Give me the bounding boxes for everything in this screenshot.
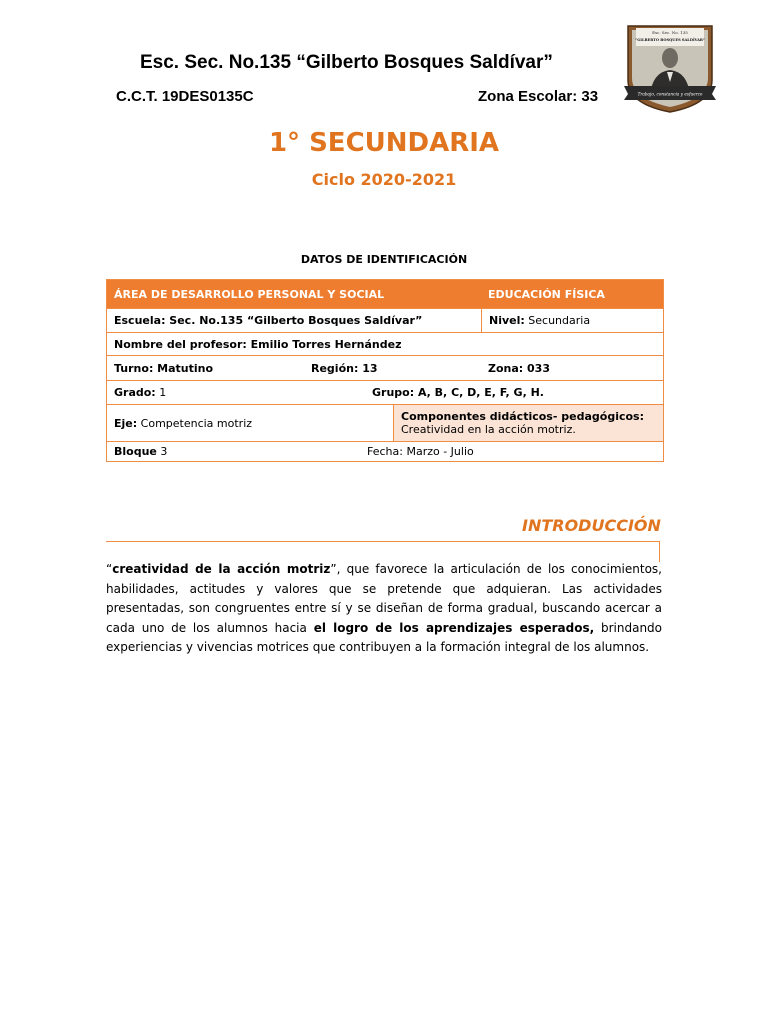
datos-heading: DATOS DE IDENTIFICACIÓN [300, 253, 468, 266]
componentes-value: Creatividad en la acción motriz. [401, 423, 576, 436]
identification-table [106, 279, 664, 462]
bloque-cell [107, 442, 357, 461]
eje-value: Competencia motriz [137, 416, 253, 430]
logo-name-text: “GILBERTO BOSQUES SALDÍVAR” [635, 38, 705, 42]
profesor-cell: Nombre del profesor: Emilio Torres Hernández [114, 337, 402, 351]
subject-label: EDUCACIÓN FÍSICA [481, 280, 663, 308]
eje-cell [107, 405, 393, 441]
cycle-title: Ciclo 2020-2021 [311, 170, 457, 189]
intro-text-2: ”, que favorece la articulación de los conocimientos, habilidades, actitudes y valores que se pretende que adquieran. Las actividades presentadas, son congruentes entre sí y se diseñan de forma gradual, buscando acercar a cada uno de los alumnos hacia [106, 562, 662, 635]
grupo-cell: Grupo: A, B, C, D, E, F, G, H. [372, 386, 544, 399]
eje-label: Eje: [114, 416, 138, 430]
table-row-bloque [107, 441, 663, 461]
intro-divider [106, 541, 660, 542]
table-row-turno [107, 355, 663, 380]
nivel-value: Secundaria [524, 314, 591, 327]
escuela-cell: Escuela: Sec. No.135 “Gilberto Bosques Saldívar” [114, 314, 423, 327]
intro-paragraph [106, 560, 662, 658]
table-row-profesor [107, 332, 663, 355]
grado-label: Grado: [114, 386, 156, 399]
cct-code: C.C.T. 19DES0135C [116, 88, 254, 105]
intro-divider-vertical [659, 541, 660, 562]
intro-title: INTRODUCCIÓN [522, 516, 661, 535]
componentes-label: Componentes didácticos- pedagógicos: [401, 410, 644, 423]
school-logo [622, 22, 718, 114]
table-row-grado [107, 380, 663, 404]
nivel-label: Nivel: [489, 314, 525, 327]
zona-escolar: Zona Escolar: 33 [478, 88, 599, 105]
table-row-escuela [107, 308, 663, 332]
intro-bold-1: creatividad de la acción motriz [112, 562, 331, 576]
grade-title: 1° SECUNDARIA [268, 128, 500, 158]
school-crest-graphic [622, 22, 718, 114]
grado-cell [107, 381, 367, 404]
zona-cell: Zona: 033 [488, 361, 550, 375]
school-name: Esc. Sec. No.135 “Gilberto Bosques Saldívar” [140, 52, 553, 73]
turno-cell: Turno: Matutino [114, 361, 214, 375]
table-row-eje [107, 404, 663, 441]
bloque-value: 3 [156, 445, 168, 458]
nivel-cell [481, 309, 663, 332]
table-row-header [107, 280, 663, 308]
componentes-cell [393, 405, 663, 441]
logo-top-text: Esc. Sec. No. 135 [652, 30, 688, 35]
intro-text-1: “ [106, 562, 113, 576]
region-cell: Región: 13 [311, 361, 378, 375]
intro-bold-2: el logro de los aprendizajes esperados, [313, 620, 595, 635]
area-label: ÁREA DE DESARROLLO PERSONAL Y SOCIAL [107, 280, 481, 308]
grado-value: 1 [155, 386, 167, 399]
intro-text-3: brindando experiencias y vivencias motrices que contribuyen a la formación integral de los alumnos. [106, 620, 663, 654]
bloque-label: Bloque [114, 445, 157, 458]
logo-banner-text: Trabajo, constancia y esfuerzo [637, 91, 703, 97]
fecha-cell: Fecha: Marzo - Julio [367, 445, 474, 458]
